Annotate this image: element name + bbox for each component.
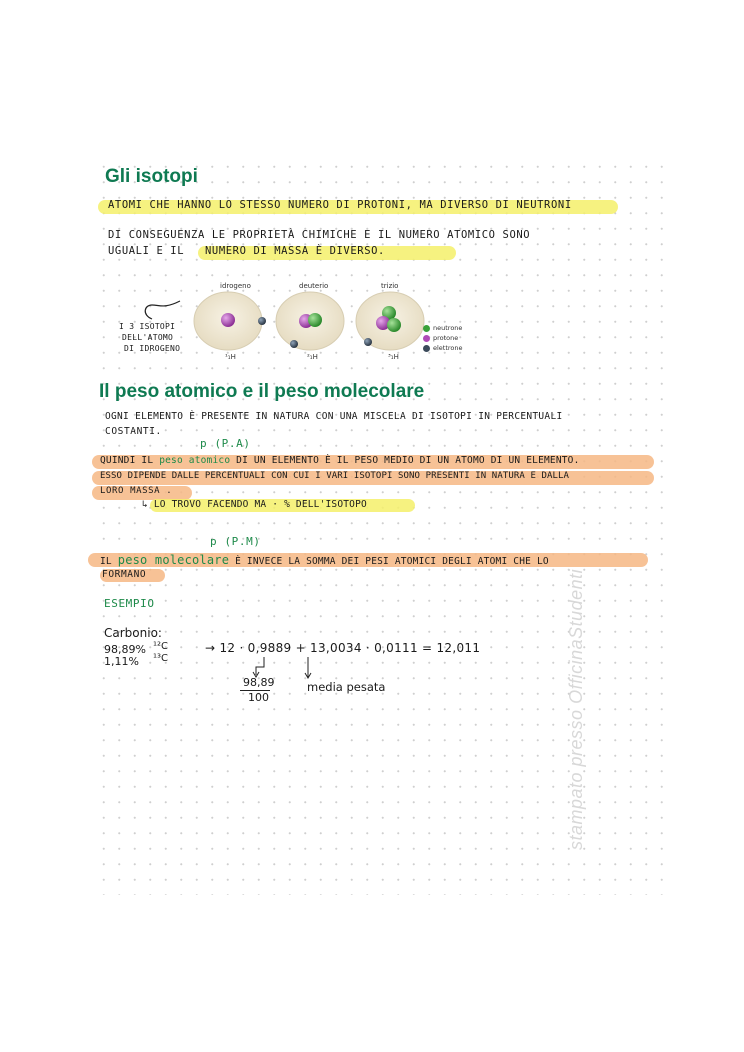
isotope-1: ¹²C	[153, 641, 168, 652]
page-margin-top	[0, 0, 744, 160]
atom-label-deuterio: deuterio	[299, 282, 329, 290]
legend-elettrone: elettrone	[423, 344, 463, 352]
atom-label-idrogeno: idrogeno	[220, 282, 251, 290]
example-element: Carbonio:	[104, 626, 162, 640]
hydrogen-isotopes-figure	[185, 280, 465, 370]
example-label: ESEMPIO	[104, 597, 155, 610]
isotope-2: ¹³C	[153, 653, 168, 664]
isotopi-consequence: DI CONSEGUENZA LE PROPRIETÀ CHIMICHE E IL NUMERO ATOMICO SONO	[108, 229, 531, 241]
label-pm: p (P.M)	[210, 535, 261, 548]
curly-arrow-icon	[140, 295, 185, 325]
neutron-dot-icon	[423, 325, 430, 332]
peso-atomico-def: QUINDI IL peso atomico DI UN ELEMENTO È IL PESO MEDIO DI UN ATOMO DI UN ELEMENTO.	[100, 455, 580, 466]
isotopi-definition: ATOMI CHE HANNO LO STESSO NUMERO DI PROTONI, MA DIVERSO DI NEUTRONI	[108, 199, 572, 211]
peso-intro-1: OGNI ELEMENTO È PRESENTE IN NATURA CON UNA MISCELA DI ISOTOPI IN PERCENTUALI	[105, 411, 563, 422]
side-note-line-2: DELL'ATOMO	[122, 333, 174, 342]
legend-protone: protone	[423, 334, 458, 342]
atom-symbol-2: ²₁H	[307, 353, 318, 361]
isotope-2-pct: 1,11%	[104, 655, 139, 668]
page-margin-bottom	[0, 895, 744, 1052]
atom-symbol-3: ³₁H	[388, 353, 399, 361]
media-pesata: media pesata	[307, 680, 386, 694]
section-title-peso: Il peso atomico e il peso molecolare	[99, 381, 425, 402]
example-formula: → 12 · 0,9889 + 13,0034 · 0,0111 = 12,011	[205, 641, 481, 655]
atom-label-trizio: trizio	[381, 282, 399, 290]
fraction-denominator: 100	[248, 691, 269, 704]
side-note-line-1: I 3 ISOTOPI	[119, 322, 176, 331]
isotopi-consequence-2b: NUMERO DI MASSA È DIVERSO.	[205, 245, 385, 257]
watermark: stampato presso OfficinaStudenti	[566, 568, 586, 850]
isotopi-consequence-2a: UGUALI E IL	[108, 245, 185, 257]
proton-dot-icon	[423, 335, 430, 342]
label-pa: p (P.A)	[200, 437, 251, 450]
peso-atomico-calc: ↳ LO TROVO FACENDO MA · % DELL'ISOTOPO	[142, 499, 367, 510]
page-margin-left	[0, 0, 96, 1052]
peso-atomico-dep-2: LORO MASSA .	[100, 486, 173, 496]
term-peso-molecolare: peso molecolare	[117, 553, 230, 567]
peso-molecolare-def: IL peso molecolare È INVECE LA SOMMA DEI PESI ATOMICI DEGLI ATOMI CHE LO	[100, 553, 549, 567]
side-note-line-3: DI IDROGENO	[124, 344, 181, 353]
atom-symbol-1: ¹₁H	[225, 353, 236, 361]
peso-intro-2: COSTANTI.	[105, 426, 162, 437]
section-title-isotopi: Gli isotopi	[105, 166, 198, 187]
page-margin-right	[664, 0, 744, 1052]
peso-molecolare-def-2: FORMANO	[102, 569, 147, 580]
fraction-numerator: 98,89	[243, 676, 275, 689]
term-peso-atomico: peso atomico	[159, 455, 231, 466]
peso-atomico-dep: ESSO DIPENDE DALLE PERCENTUALI CON CUI I VARI ISOTOPI SONO PRESENTI IN NATURA E DALLA	[100, 471, 570, 481]
isotope-1-pct: 98,89%	[104, 643, 146, 656]
legend-neutrone: neutrone	[423, 324, 462, 332]
electron-dot-icon	[423, 345, 430, 352]
